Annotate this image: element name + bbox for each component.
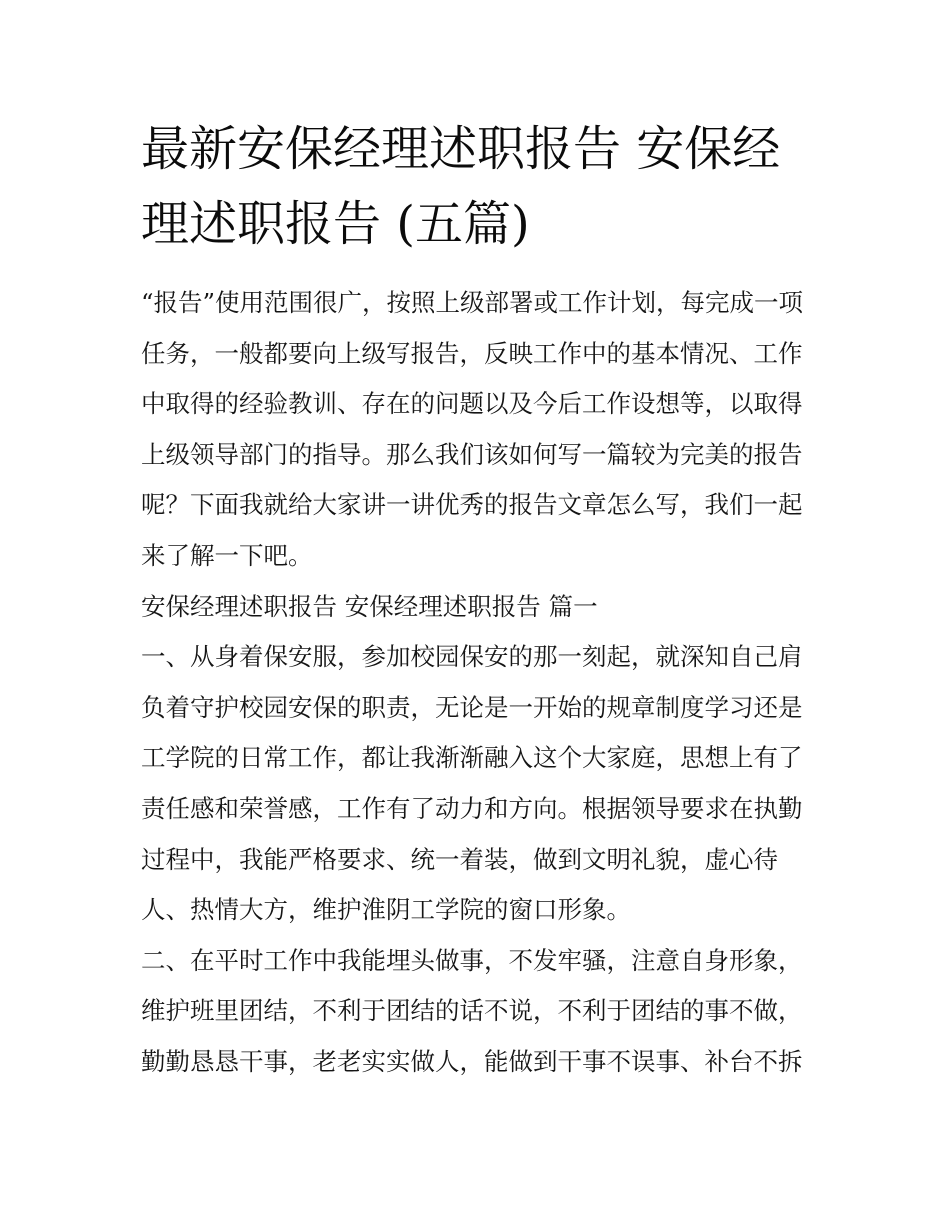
text-line: 安保经理述职报告 安保经理述职报告 篇一 xyxy=(141,591,598,621)
intro-paragraph xyxy=(141,278,813,582)
title-line: 最新安保经理述职报告 安保经 xyxy=(141,121,781,177)
text-line: 一、从身着保安服，参加校园保安的那一刻起，就深知自己肩 xyxy=(141,642,803,672)
section-heading xyxy=(141,582,813,633)
text-line: 工学院的日常工作，都让我渐渐融入这个大家庭，思想上有了 xyxy=(141,743,803,773)
text-line: 负着守护校园安保的职责，无论是一开始的规章制度学习还是 xyxy=(141,692,803,722)
text-line: “报告”使用范围很广，按照上级部署或工作计划，每完成一项 xyxy=(141,288,804,317)
text-line: 中取得的经验教训、存在的问题以及今后工作设想等，以取得 xyxy=(141,389,803,419)
text-line: 过程中，我能严格要求、统一着装，做到文明礼貌，虚心待 xyxy=(141,844,778,874)
body-paragraph-1 xyxy=(141,632,813,936)
document-title xyxy=(141,112,813,262)
text-line: 人、热情大方，维护淮阴工学院的窗口形象。 xyxy=(141,895,631,925)
document-page xyxy=(141,112,813,1088)
text-line: 责任感和荣誉感，工作有了动力和方向。根据领导要求在执勤 xyxy=(141,793,803,823)
text-line: 来了解一下吧。 xyxy=(141,540,313,570)
text-line: 勤勤恳恳干事，老老实实做人，能做到干事不误事、补台不拆 xyxy=(141,1046,803,1076)
text-line: 二、在平时工作中我能埋头做事，不发牢骚，注意自身形象， xyxy=(141,945,803,975)
document-body xyxy=(141,278,813,1088)
body-paragraph-2 xyxy=(141,936,813,1088)
text-line: 上级领导部门的指导。那么我们该如何写一篇较为完美的报告 xyxy=(141,439,803,469)
title-line: 理述职报告 (五篇) xyxy=(141,196,530,252)
text-line: 维护班里团结，不利于团结的话不说，不利于团结的事不做， xyxy=(141,996,803,1026)
text-line: 呢？下面我就给大家讲一讲优秀的报告文章怎么写，我们一起 xyxy=(141,490,803,520)
text-line: 任务，一般都要向上级写报告，反映工作中的基本情况、工作 xyxy=(141,338,803,368)
